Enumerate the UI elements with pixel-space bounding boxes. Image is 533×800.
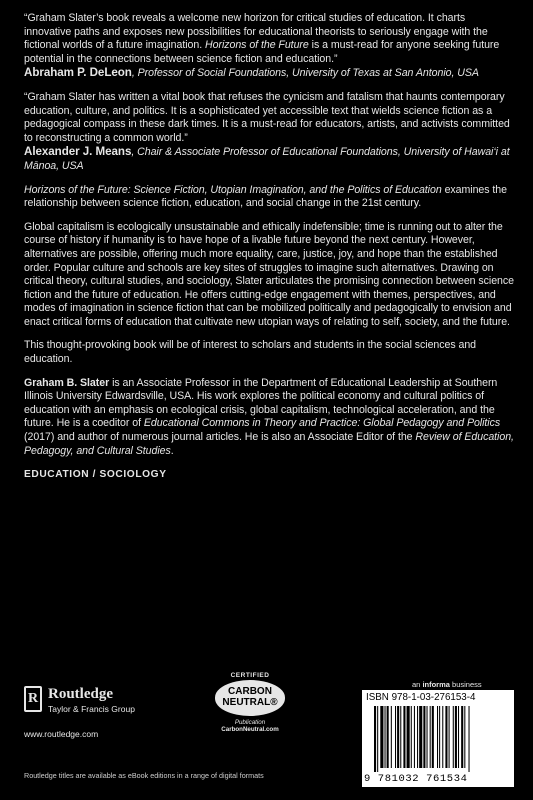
barcode-bar <box>445 706 447 768</box>
barcode-bar <box>385 706 386 768</box>
carbon-neutral-url: CarbonNeutral.com <box>221 726 279 733</box>
barcode-bar <box>400 706 401 768</box>
description-intro <box>24 184 514 211</box>
barcode-bar <box>455 706 457 768</box>
barcode-bar <box>430 706 431 768</box>
publication-label: Publication <box>234 719 266 726</box>
barcode-bar <box>417 706 418 768</box>
barcode-bar <box>395 706 396 768</box>
subject-category: EDUCATION / SOCIOLOGY <box>24 469 167 481</box>
barcode-bar <box>391 706 392 768</box>
endorsement-means <box>24 91 514 174</box>
barcode-bar <box>423 706 425 768</box>
endorsement-deleon <box>24 12 514 81</box>
barcode-bar <box>414 706 415 768</box>
barcode-bar <box>469 706 470 772</box>
isbn-label: ISBN 978-1-03-276153-4 <box>366 692 476 703</box>
bio-text: is an Associate Professor in the Department of Educational Leadership at Southern Illinois University Edwardsville, USA. His work explores the political economy and cultural politics of education with an emphasis on ecological crisis, global capitalism, technological acceleration, and the future. He is a coeditor of <box>24 376 498 430</box>
bio-book-title: Educational Commons in Theory and Practice: Global Pedagogy and Politics <box>143 417 501 430</box>
carbon-label: CARBON <box>228 686 272 697</box>
barcode-bar <box>458 706 459 768</box>
barcode-bar <box>464 706 465 768</box>
ebook-note: Routledge titles are available as eBook editions in a range of digital formats <box>24 771 264 780</box>
bio-text: (2017) and author of numerous journal articles. He is also an Associate Editor of the <box>24 431 416 444</box>
barcode-bar <box>397 706 399 768</box>
barcode-bars-icon <box>374 706 504 772</box>
description-text: examines the relationship between science fiction, education, and social change in the 21st century. <box>24 183 507 210</box>
bio-journal-title: Review of Education, Pedagogy, and Cultural Studies <box>24 431 514 457</box>
barcode-bar <box>437 706 438 768</box>
barcode-bar <box>374 706 376 772</box>
book-title-italic: Horizons of the Future: Science Fiction, Utopian Imagination, and the Politics of Education <box>24 183 442 196</box>
isbn-barcode <box>362 690 514 787</box>
barcode-bar <box>403 706 405 768</box>
description-body: Global capitalism is ecologically unsustainable and ethically indefensible; time is running out to alter the course of history if humanity is to have hope of a livable future beyond the next century. However, alternatives are possible, offering much more equality, care, justice, joy, and hope than the established order. Popular culture and schools are key sites of struggles to imagine such alternatives. Drawing on critical theory, cultural studies, and sociology, Slater articulates the promising connection between science fiction and the future of education. He offers cutting-edge engagement with themes, perspectives, and modes of imagination in science fiction that can be mobilized politically and pedagogically to envision and enact critical forms of education that cultivate new utopian ways of relating to self, society, and the future. <box>24 220 514 328</box>
barcode-bar <box>442 706 443 768</box>
publisher-url: www.routledge.com <box>24 729 99 739</box>
author-bio <box>24 377 514 459</box>
quote-attribution <box>24 66 514 81</box>
barcode-bar <box>453 706 454 768</box>
barcode-bar <box>377 706 378 772</box>
barcode-bar <box>461 706 463 768</box>
informa-prefix: an <box>412 680 423 689</box>
author-name: Graham B. Slater <box>24 376 110 389</box>
carbon-neutral-icon <box>215 680 285 716</box>
barcode-bar <box>432 706 434 768</box>
quote-text: “Graham Slater has written a vital book that refuses the cynicism and fatalism that haunts contemporary education, culture, and politics. It is a sophisticated yet accessible text that wields science fiction as a pedagogical compass in these dark times. It is a must-read for educators, artists, and activists committed to reconstructing a common world.” <box>24 90 510 144</box>
endorser-name: Abraham P. DeLeon <box>24 66 132 80</box>
barcode-bar <box>407 706 410 768</box>
description-audience: This thought-provoking book will be of interest to scholars and students in the social sciences and education. <box>24 339 477 366</box>
neutral-label: NEUTRAL® <box>222 697 278 708</box>
quote-attribution <box>24 145 514 173</box>
publisher-name: Routledge <box>48 686 113 702</box>
barcode-bar <box>449 706 450 768</box>
endorser-role: , Chair & Associate Professor of Educational Foundations, University of Hawai‘i at Mānoa, USA <box>24 146 510 172</box>
carbon-neutral-badge <box>212 672 288 733</box>
publisher-group: Taylor & Francis Group <box>48 704 135 714</box>
endorser-name: Alexander J. Means <box>24 145 132 159</box>
quote-text <box>24 12 514 66</box>
barcode-bar <box>427 706 428 768</box>
endorser-role: , Professor of Social Foundations, University of Texas at San Antonio, USA <box>131 67 479 80</box>
barcode-digits: 9 781032 761534 <box>364 773 468 785</box>
barcode-bar <box>411 706 412 768</box>
quote-text-part: is a must-read for anyone seeking future potential in the connections between science fiction and education.” <box>24 39 500 65</box>
informa-tagline <box>412 680 482 689</box>
bio-text: . <box>170 444 174 457</box>
routledge-r-icon: R <box>24 686 42 712</box>
barcode-bar <box>419 706 422 768</box>
informa-brand: informa <box>422 680 450 689</box>
barcode-bar <box>439 706 440 768</box>
back-cover-text <box>24 12 514 482</box>
certified-label: CERTIFIED <box>230 672 270 679</box>
barcode-bar <box>380 706 383 768</box>
informa-suffix: business <box>449 680 482 689</box>
quote-text-part: “Graham Slater’s book reveals a welcome new horizon for critical studies of education. It charts innovative paths and exposes new possibilities for educational theorists to seriously engage with the fictional worlds of a future imagination. <box>24 12 488 52</box>
barcode-bar <box>387 706 389 768</box>
book-title-italic: Horizons of the Future <box>205 39 309 52</box>
